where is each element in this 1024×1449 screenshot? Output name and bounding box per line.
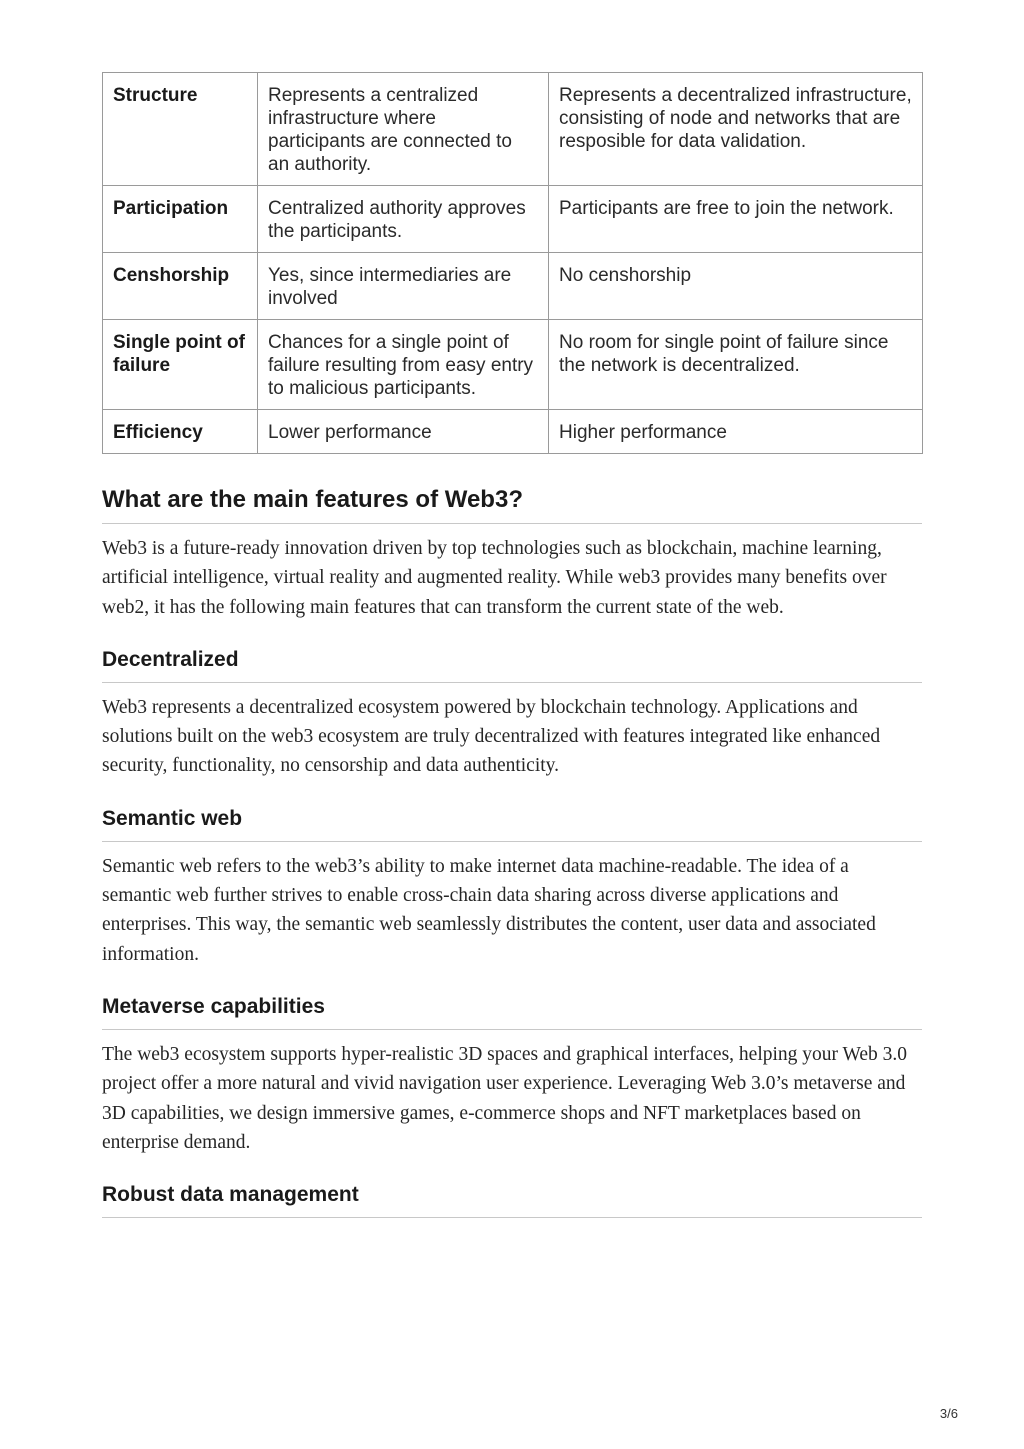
web2-cell: Chances for a single point of failure resulting from easy entry to malicious participants. (258, 320, 549, 410)
feature-heading-semantic-web: Semantic web (102, 806, 922, 842)
section-title: What are the main features of Web3? (102, 485, 922, 524)
table-row (103, 320, 923, 410)
table-row (103, 410, 923, 454)
comparison-table (102, 72, 923, 454)
row-label: Participation (103, 186, 258, 253)
feature-heading-decentralized: Decentralized (102, 647, 922, 683)
row-label: Censhorship (103, 253, 258, 320)
table-row (103, 253, 923, 320)
web2-cell: Centralized authority approves the participants. (258, 186, 549, 253)
web3-cell: No room for single point of failure since the network is decentralized. (549, 320, 923, 410)
web3-cell: No censhorship (549, 253, 923, 320)
web3-cell: Higher performance (549, 410, 923, 454)
web2-cell: Yes, since intermediaries are involved (258, 253, 549, 320)
row-label: Structure (103, 73, 258, 186)
table-row (103, 186, 923, 253)
web3-cell: Represents a decentralized infrastructure, consisting of node and networks that are resposible for data validation. (549, 73, 923, 186)
row-label: Efficiency (103, 410, 258, 454)
feature-text-metaverse: The web3 ecosystem supports hyper-realistic 3D spaces and graphical interfaces, helping your Web 3.0 project offer a more natural and vivid navigation user experience. Leveraging Web 3.0’s metaverse and 3D capabilities, we design immersive games, e-commerce shops and NFT marketplaces based on enterprise demand. (102, 1043, 908, 1153)
feature-heading-data-management: Robust data management (102, 1182, 922, 1218)
page-number: 3/6 (939, 1406, 958, 1421)
row-label: Single point of failure (103, 320, 258, 410)
feature-text-decentralized: Web3 represents a decentralized ecosystem powered by blockchain technology. Applications and solutions built on the web3 ecosystem are truly decentralized with features integrated like enhanced security, functionality, no censorship and data authenticity. (102, 696, 881, 777)
feature-text-semantic-web: Semantic web refers to the web3’s ability to make internet data machine-readable. The idea of a semantic web further strives to enable cross-chain data sharing across diverse applications and enterprises. This way, the semantic web seamlessly distributes the content, user data and associated information. (102, 855, 876, 965)
section-intro: Web3 is a future-ready innovation driven by top technologies such as blockchain, machine learning, artificial intelligence, virtual reality and augmented reality. While web3 provides many benefits over web2, it has the following main features that can transform the current state of the web. (102, 538, 887, 618)
web2-cell: Represents a centralized infrastructure where participants are connected to an authority. (258, 73, 549, 186)
feature-heading-metaverse: Metaverse capabilities (102, 994, 922, 1030)
web3-cell: Participants are free to join the network. (549, 186, 923, 253)
table-row (103, 73, 923, 186)
page-content (102, 72, 922, 1218)
web2-cell: Lower performance (258, 410, 549, 454)
